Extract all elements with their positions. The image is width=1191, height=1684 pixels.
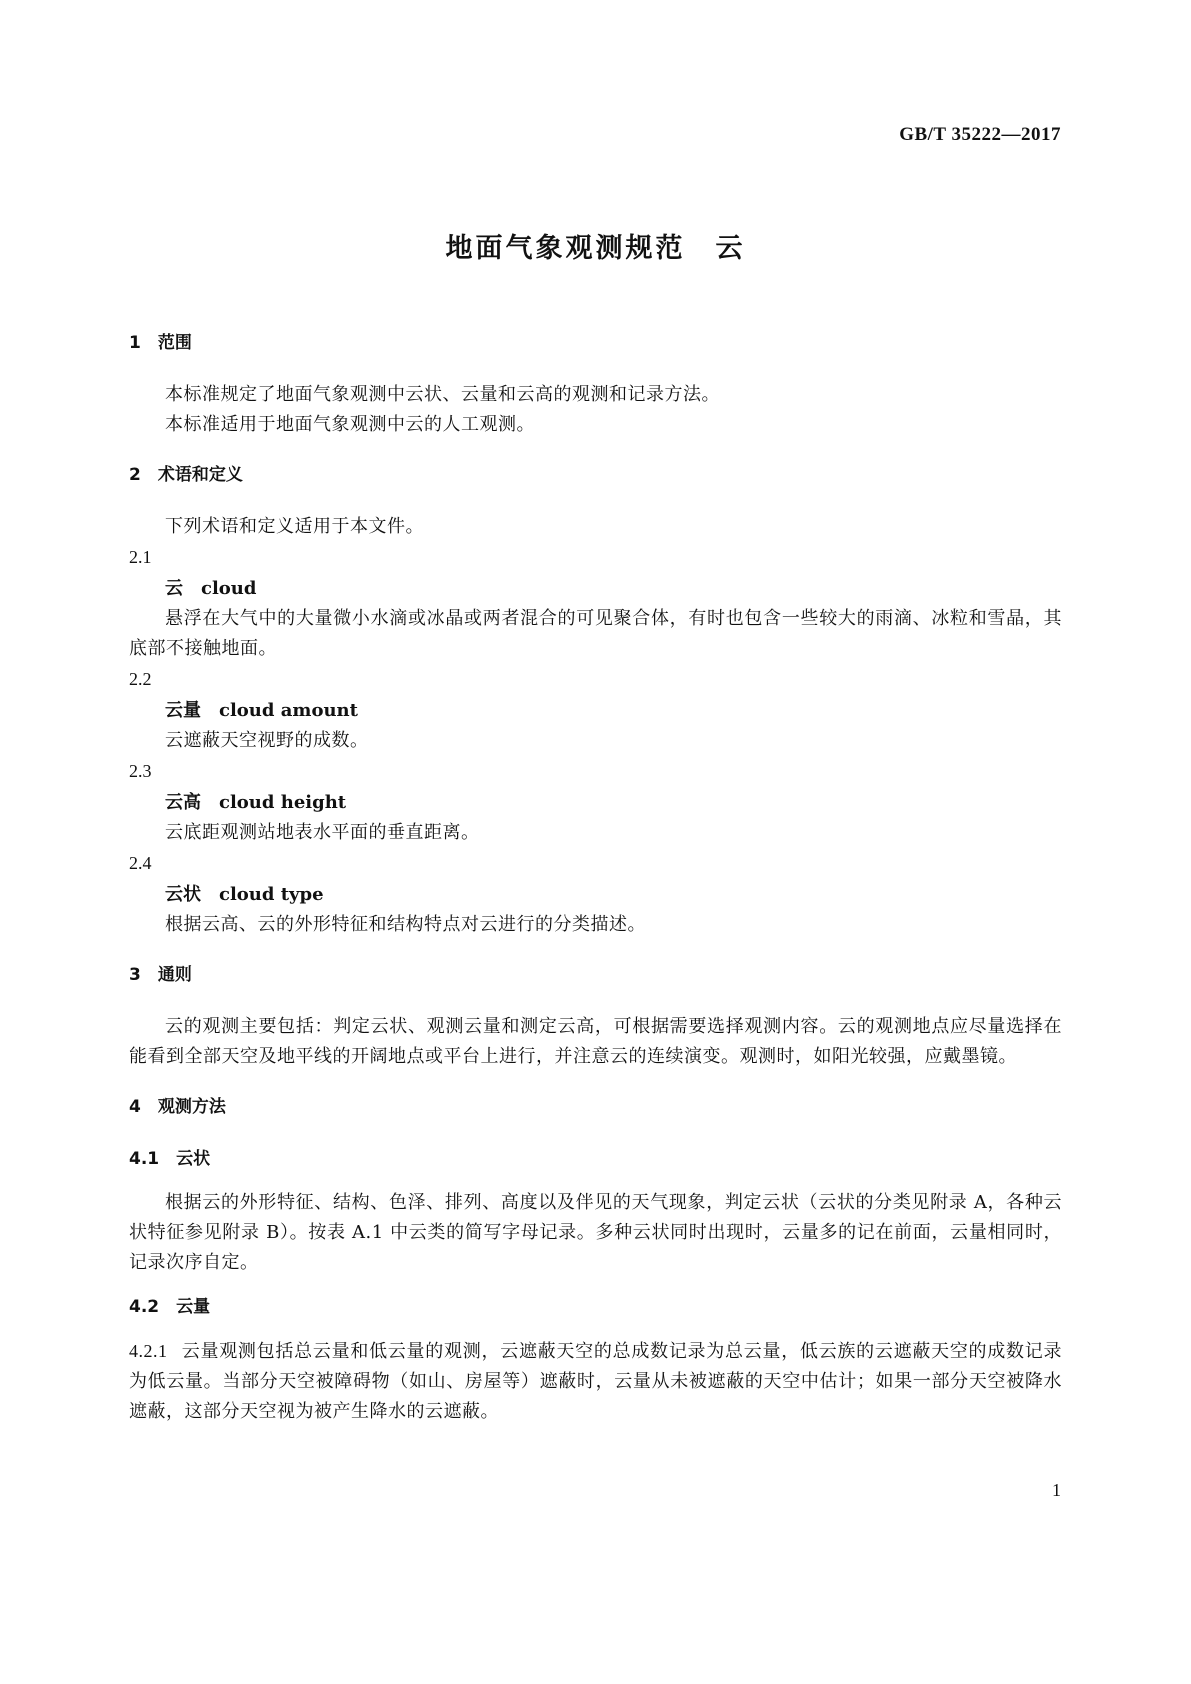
section-1-heading: 1 范围 bbox=[129, 333, 192, 353]
term-2-1 bbox=[129, 542, 1062, 664]
section-2-heading: 2 术语和定义 bbox=[129, 465, 243, 485]
term-name: 云高 cloud height bbox=[165, 792, 347, 813]
section-4-2-1-para bbox=[129, 1336, 1062, 1427]
term-name: 云状 cloud type bbox=[165, 884, 324, 905]
section-2-intro: 下列术语和定义适用于本文件。 bbox=[165, 516, 424, 537]
term-definition: 云底距观测站地表水平面的垂直距离。 bbox=[165, 822, 480, 843]
term-number: 2.4 bbox=[129, 853, 152, 873]
document-title: 地面气象观测规范 云 bbox=[445, 233, 746, 264]
section-3-heading: 3 通则 bbox=[129, 965, 192, 985]
document-body bbox=[129, 328, 1062, 1427]
section-4-2-heading: 4.2 云量 bbox=[129, 1297, 211, 1317]
standard-code: GB/T 35222—2017 bbox=[899, 124, 1061, 145]
term-2-2 bbox=[129, 664, 1062, 756]
term-number: 2.2 bbox=[129, 669, 152, 689]
section-3-para: 云的观测主要包括：判定云状、观测云量和测定云高，可根据需要选择观测内容。云的观测地点应尽量选择在能看到全部天空及地平线的开阔地点或平台上进行，并注意云的连续演变。观测时，如阳光较强，应戴墨镜。 bbox=[129, 1016, 1062, 1067]
subclause-text: 云量观测包括总云量和低云量的观测，云遮蔽天空的总成数记录为总云量，低云族的云遮蔽天空的成数记录为低云量。当部分天空被障碍物（如山、房屋等）遮蔽时，云量从未被遮蔽的天空中估计；如果一部分天空被降水遮蔽，这部分天空视为被产生降水的云遮蔽。 bbox=[129, 1341, 1062, 1422]
section-1-para-1: 本标准规定了地面气象观测中云状、云量和云高的观测和记录方法。 bbox=[165, 384, 720, 405]
term-number: 2.3 bbox=[129, 761, 152, 781]
page-number: 1 bbox=[1052, 1480, 1061, 1500]
term-name: 云 cloud bbox=[165, 578, 257, 599]
term-name: 云量 cloud amount bbox=[165, 700, 358, 721]
subclause-number: 4.2.1 bbox=[129, 1341, 168, 1361]
section-4-1-para: 根据云的外形特征、结构、色泽、排列、高度以及伴见的天气现象，判定云状（云状的分类见附录 A，各种云状特征参见附录 B）。按表 A.1 中云类的简写字母记录。多种云状同时出现时，云量多的记在前面，云量相同时，记录次序自定。 bbox=[129, 1192, 1062, 1273]
term-2-4 bbox=[129, 848, 1062, 940]
term-definition: 悬浮在大气中的大量微小水滴或冰晶或两者混合的可见聚合体，有时也包含一些较大的雨滴、冰粒和雪晶，其底部不接触地面。 bbox=[129, 608, 1062, 659]
section-4-1-heading: 4.1 云状 bbox=[129, 1149, 211, 1169]
term-number: 2.1 bbox=[129, 547, 152, 567]
section-4-heading: 4 观测方法 bbox=[129, 1097, 226, 1117]
term-definition: 云遮蔽天空视野的成数。 bbox=[165, 730, 369, 751]
term-2-3 bbox=[129, 756, 1062, 848]
term-definition: 根据云高、云的外形特征和结构特点对云进行的分类描述。 bbox=[165, 914, 646, 935]
section-1-para-2: 本标准适用于地面气象观测中云的人工观测。 bbox=[165, 414, 535, 435]
